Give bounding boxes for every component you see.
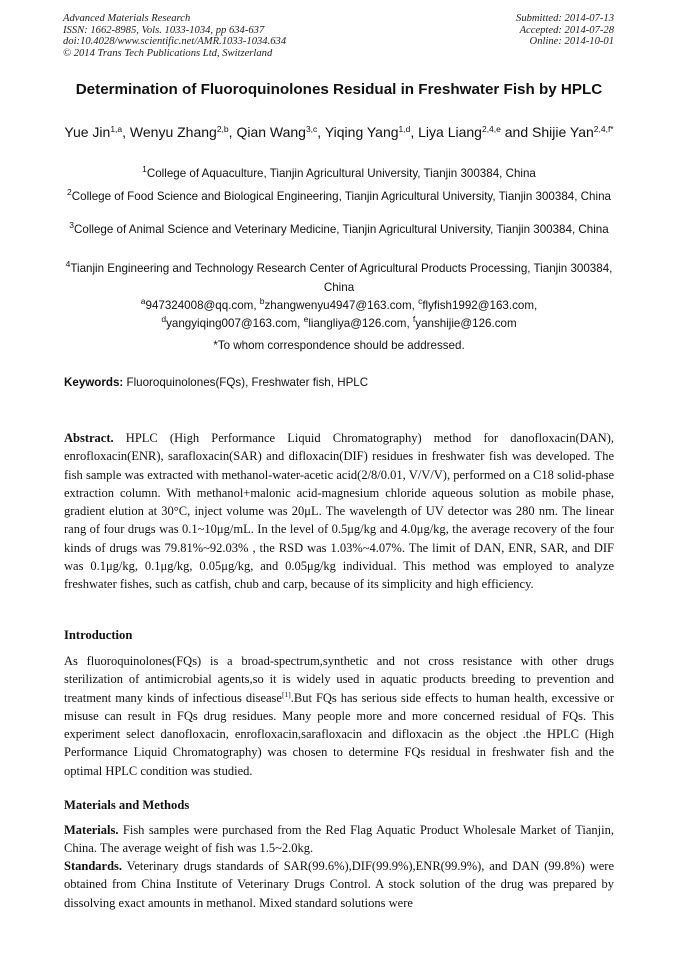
keywords bbox=[64, 376, 368, 389]
introduction-heading: Introduction bbox=[64, 628, 133, 642]
abstract-label: Abstract. bbox=[64, 431, 114, 445]
submitted-date: Submitted: 2014-07-13 bbox=[516, 13, 614, 24]
journal-doi: doi:10.4028/www.scientific.net/AMR.1033-1034.634 bbox=[63, 36, 287, 48]
paper-title: Determination of Fluoroquinolones Residual in Freshwater Fish by HPLC bbox=[75, 81, 603, 98]
methods-heading: Materials and Methods bbox=[64, 798, 190, 812]
affiliation: $^3$College of Animal Science and Veterinary Medicine, Tianjin Agricultural University, Tianjin 300384, China bbox=[69, 220, 609, 236]
journal-header-right bbox=[516, 13, 614, 48]
email: $^e$liangliya@126.com, bbox=[303, 313, 413, 330]
email: $^c$flyfish1992@163.com, bbox=[418, 296, 538, 312]
journal-issn: ISSN: 1662-8985, Vols. 1033-1034, pp 634-637 bbox=[63, 24, 265, 36]
materials-label: Materials. bbox=[64, 823, 119, 837]
abstract-text: HPLC (High Performance Liquid Chromatography) method for danofloxacin(DAN), enrofloxacin(ENR), sarafloxacin(SAR) and difloxacin(DIF) residues in freshwater fish was developed. The fish sample was extracted with methanol-water-acetic acid(2/8/0.01, V/V/V), performed on a C18 solid-phase extraction column. With methanol+malonic acid-magnesium chloride aqueous solution as mobile phase, gradient elution at 30°C, inject volume was 20μL. The wavelength of UV detector was 280 nm. The linear rang of four drugs was 0.1~10μg/mL. In the level of 0.5μg/kg and 4.0μg/kg, the average recovery of the four kinds of drugs was 79.81%~92.03% , the RSD was 1.03%~4.07%. The limit of DAN, ENR, SAR, and DIF was 0.1μg/kg, 0.1μg/kg, 0.05μg/kg, and 0.05μg/kg individual. This method was employed to analyze freshwater fishes, such as catfish, chub and carp, because of its simplicity and high efficiency. bbox=[64, 431, 614, 592]
standards-label: Standards. bbox=[64, 859, 123, 873]
email: $^d$yangyiqing007@163.com, bbox=[161, 313, 304, 330]
online-date: Online: 2014-10-01 bbox=[529, 36, 614, 48]
email-list bbox=[64, 297, 614, 332]
author-list bbox=[60, 123, 618, 142]
author: Liya Liang$^{2,4,e}$ bbox=[418, 124, 501, 140]
author: Wenyu Zhang$^{2,b}$, bbox=[129, 124, 237, 140]
affiliation: $^4$Tianjin Engineering and Technology Research Center of Agricultural Products Processing, Tianjin 300384, China bbox=[65, 259, 613, 294]
affiliation: $^2$College of Food Science and Biological Engineering, Tianjin Agricultural University, Tianjin 300384, China bbox=[67, 187, 611, 203]
author: Yiqing Yang$^{1,d}$, bbox=[324, 124, 419, 140]
standards-paragraph: Standards. Veterinary drugs standards of SAR(99.6%),DIF(99.9%),ENR(99.9%), and DAN (99.8%) were obtained from China Institute of Veterinary Drugs Control. A stock solution of the drug was prepared by dissolving exact amounts in methanol. Mixed standard solutions were bbox=[64, 859, 614, 910]
email: $^a$947324008@qq.com, bbox=[140, 296, 260, 312]
email: $^f$yanshijie@126.com bbox=[412, 313, 517, 330]
abstract bbox=[64, 429, 614, 594]
citation-ref: [1] bbox=[281, 689, 291, 699]
journal-copyright: © 2014 Trans Tech Publications Ltd, Switzerland bbox=[63, 47, 273, 59]
materials-paragraph: Materials. Fish samples were purchased from the Red Flag Aquatic Product Wholesale Market of Tianjin, China. The average weight of fish was 1.5~2.0kg. bbox=[64, 823, 614, 856]
keywords-text: Fluoroquinolones(FQs), Freshwater fish, HPLC bbox=[123, 376, 369, 389]
accepted-date: Accepted: 2014-07-28 bbox=[519, 24, 614, 36]
introduction-paragraph: As fluoroquinolones(FQs) is a broad-spectrum,synthetic and not cross resistance with other drugs sterilization of antimicrobial agents,so it is widely used in aquatic products breeding to prevention and treatment many kinds of infectious disease[1].But FQs has serious side effects to human health, excessive or misuse can result in FQs drug residues. Many people more and more concerned residual of FQs. This experiment select danofloxacin, enrofloxacin,sarafloxacin and difloxacin as the object .the HPLC (High Performance Liquid Chromatography) was chosen to determine FQs residual in freshwater fish and the optimal HPLC condition was studied. bbox=[64, 654, 615, 778]
keywords-label: Keywords: bbox=[64, 376, 124, 389]
author: and Shijie Yan$^{2,4,f*}$ bbox=[504, 124, 614, 140]
journal-header-left bbox=[63, 13, 286, 59]
journal-name: Advanced Materials Research bbox=[63, 13, 191, 24]
author: Qian Wang$^{3,c}$, bbox=[236, 124, 325, 140]
author: Yue Jin$^{1,a}$, bbox=[64, 124, 130, 140]
correspondence-note: *To whom correspondence should be addressed. bbox=[213, 339, 465, 352]
affiliation: $^1$College of Aquaculture, Tianjin Agricultural University, Tianjin 300384, China bbox=[142, 164, 536, 180]
email: $^b$zhangwenyu4947@163.com, bbox=[259, 296, 419, 312]
